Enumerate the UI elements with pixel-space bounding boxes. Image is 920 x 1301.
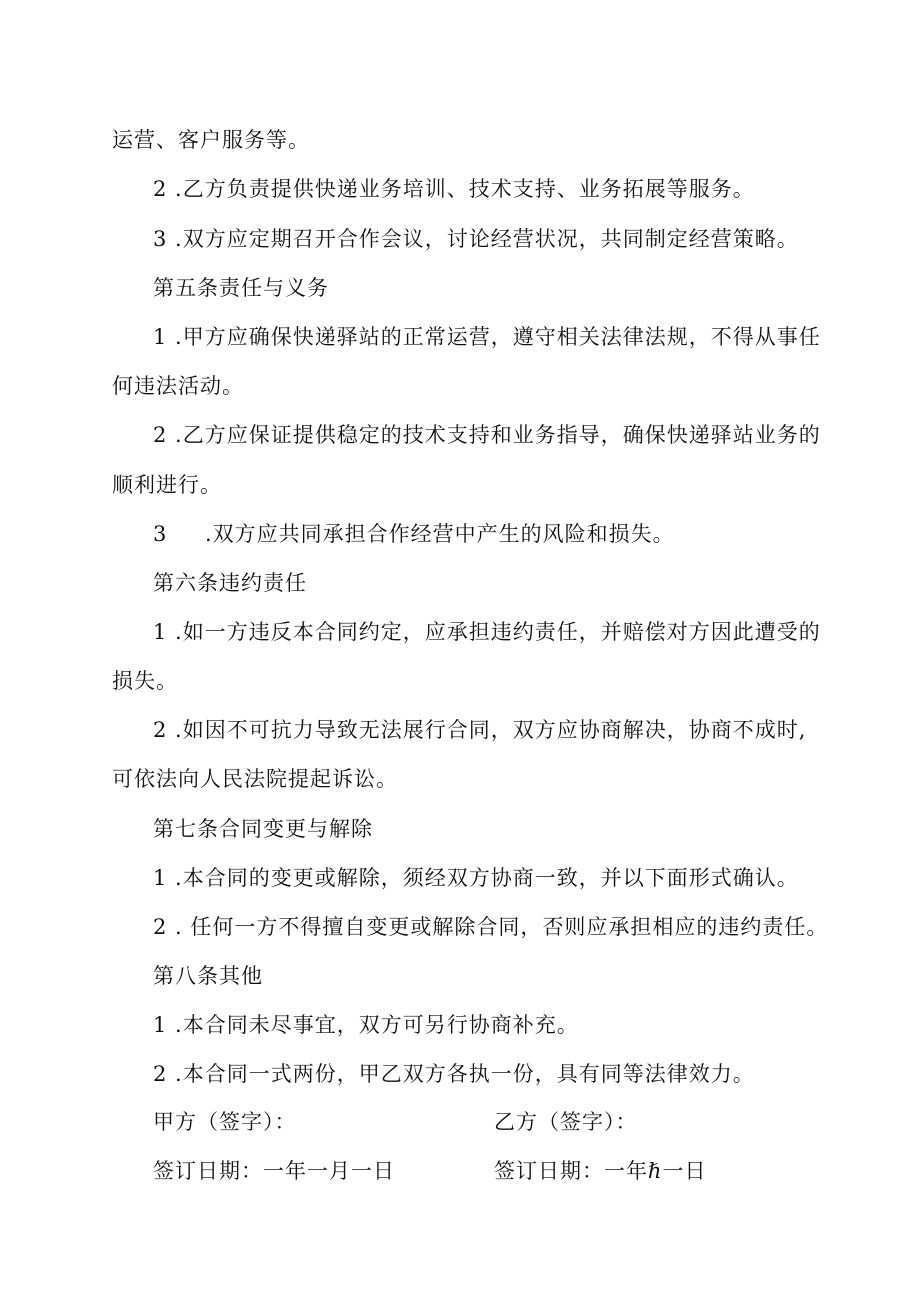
clause-7-item-2: 2 . 任何一方不得擅自变更或解除合同，否则应承担相应的违约责任。	[153, 915, 829, 939]
clause-5-item-3-text: .双方应共同承担合作经营中产生的风险和损失。	[205, 522, 675, 546]
clause-5-item-2-continuation: 顺利进行。	[112, 473, 222, 497]
clause-5-item-1: 1 .甲方应确保快递驿站的正常运营，遵守相关法律法规，不得从事任	[153, 325, 821, 349]
clause-6-item-2-continuation: 可依法向人民法院提起诉讼。	[112, 767, 398, 791]
clause-6-item-2: 2 .如因不可抗力导致无法展行合同，双方应协商解决，协商不成时,	[153, 718, 807, 742]
party-b-sign-date: 签订日期：一年ℏ一日	[494, 1159, 707, 1183]
clause-8-item-1: 1 .本合同未尽事宜，双方可另行协商补充。	[153, 1013, 579, 1037]
party-b-signature-label: 乙方（签字）：	[494, 1110, 638, 1134]
party-a-signature-label: 甲方（签字）：	[153, 1110, 297, 1134]
clause-5-item-2: 2 .乙方应保证提供稳定的技术支持和业务指导，确保快递驿站业务的	[153, 423, 821, 447]
paragraph-continuation: 运营、客户服务等。	[112, 128, 310, 152]
clause-6-item-1: 1 .如一方违反本合同约定，应承担违约责任，并赔偿对方因此遭受的	[153, 620, 821, 644]
clause-5-heading: 第五条责任与义务	[153, 276, 329, 300]
clause-5-item-1-continuation: 何违法活动。	[112, 374, 244, 398]
clause-5-item-3-number: 3	[153, 522, 168, 546]
clause-6-item-1-continuation: 损失。	[112, 669, 178, 693]
clause-6-heading: 第六条违约责任	[153, 571, 307, 595]
party-a-sign-date: 签订日期：一年一月一日	[153, 1159, 395, 1183]
clause-7-heading: 第七条合同变更与解除	[153, 817, 373, 841]
clause-8-heading: 第八条其他	[153, 964, 263, 988]
clause-4-item-2: 2 .乙方负责提供快递业务培训、技术支持、业务拓展等服务。	[153, 177, 755, 201]
clause-7-item-1: 1 .本合同的变更或解除，须经双方协商一致，并以下面形式确认。	[153, 866, 799, 890]
clause-4-item-3: 3 .双方应定期召开合作会议，讨论经营状况，共同制定经营策略。	[153, 227, 799, 251]
clause-8-item-2: 2 .本合同一式两份，甲乙双方各执一份，具有同等法律效力。	[153, 1062, 755, 1086]
